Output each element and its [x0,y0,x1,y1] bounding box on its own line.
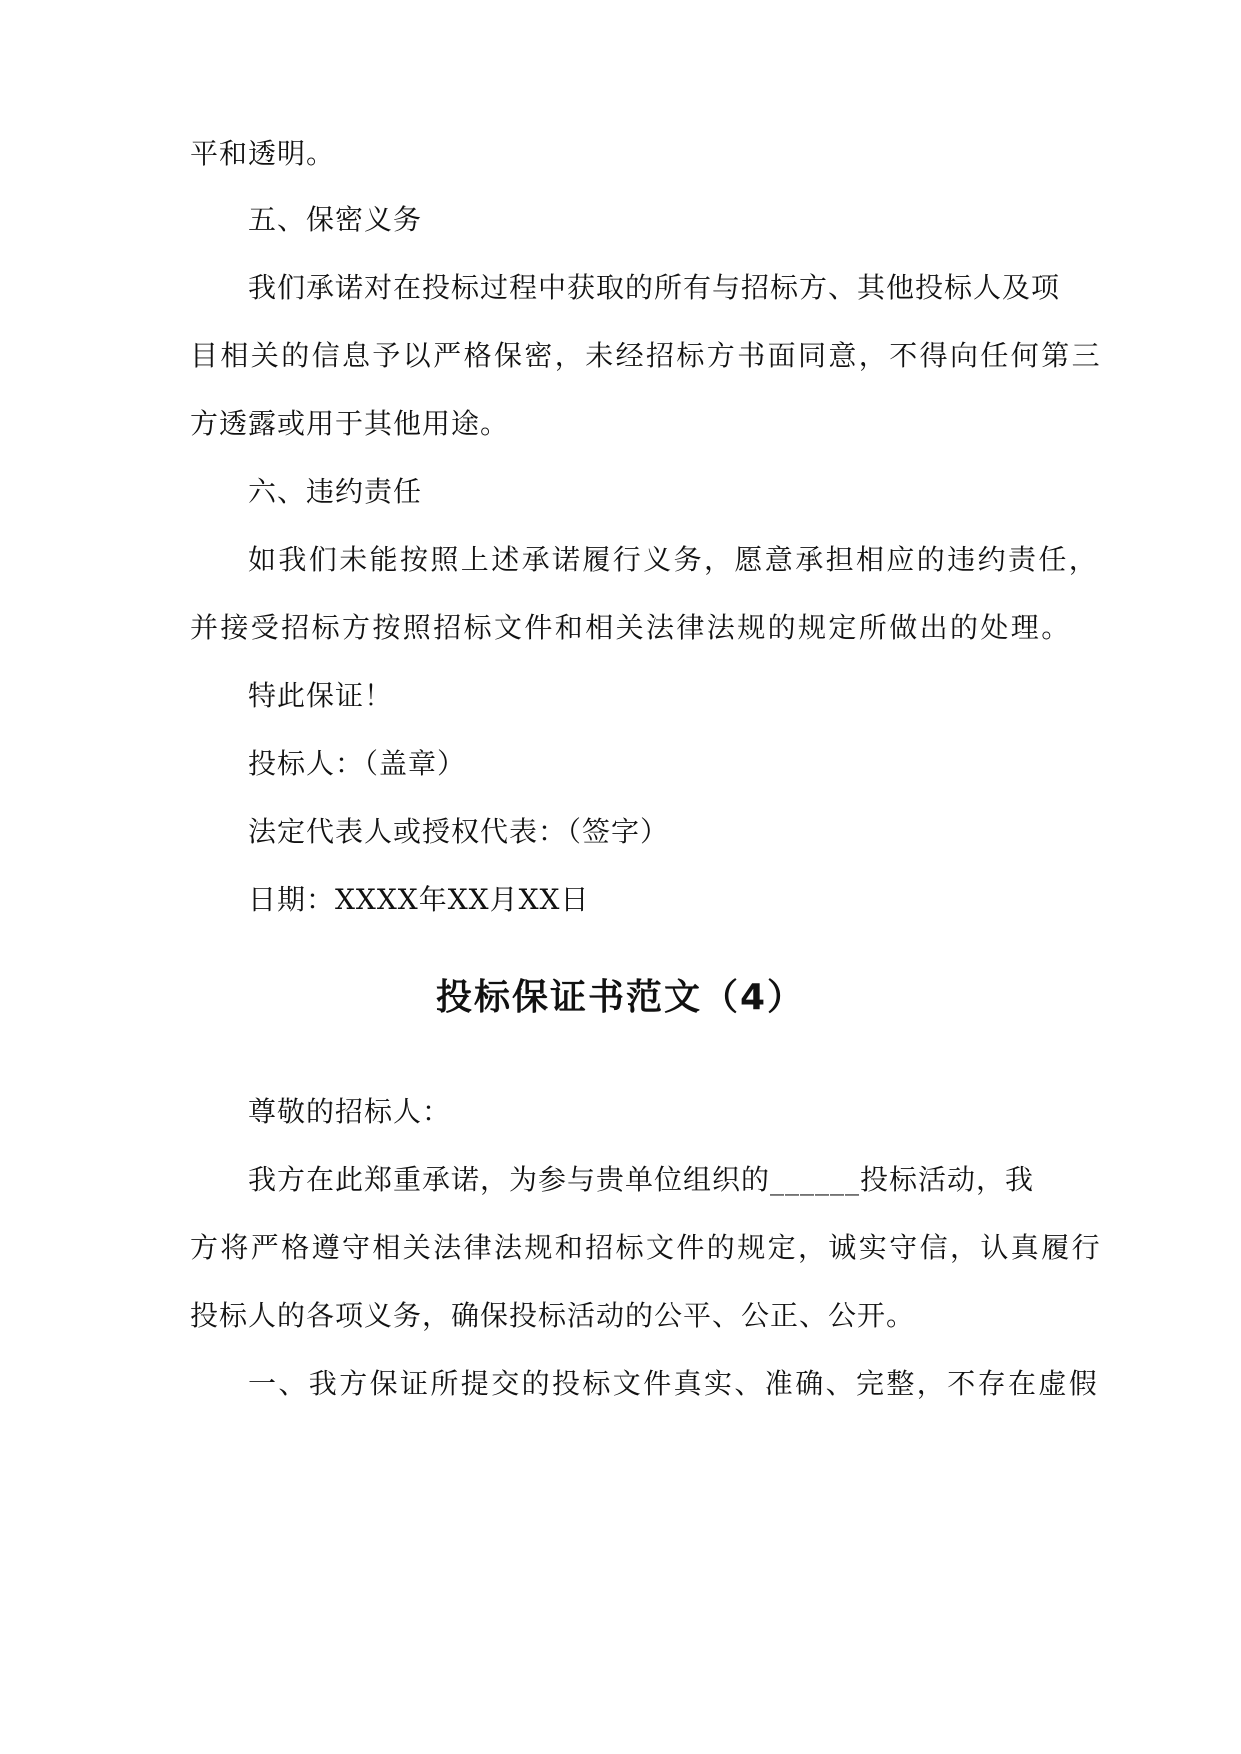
paragraph-confidentiality-line-1: 我们承诺对在投标过程中获取的所有与招标方、其他投标人及项 [248,271,1061,304]
paragraph-liability-line-1: 如我们未能按照上述承诺履行义务，愿意承担相应的违约责任， [248,543,1100,576]
intro-paragraph-line-1: 我方在此郑重承诺，为参与贵单位组织的______投标活动，我 [248,1163,1035,1196]
paragraph-confidentiality-line-3: 方透露或用于其他用途。 [190,407,510,440]
heading-confidentiality: 五、保密义务 [248,203,423,236]
bidder-seal-line: 投标人：（盖章） [248,747,467,780]
paragraph-continuation: 平和透明。 [190,137,336,170]
heading-liability: 六、违约责任 [248,475,423,508]
closing-statement: 特此保证！ [248,679,394,712]
intro-paragraph-line-2: 方将严格遵守相关法律法规和招标文件的规定，诚实守信，认真履行 [190,1231,1103,1264]
paragraph-liability-line-2: 并接受招标方按照招标文件和相关法律法规的规定所做出的处理。 [190,611,1072,644]
section-title: 投标保证书范文（4） [435,977,806,1018]
salutation: 尊敬的招标人： [248,1095,452,1128]
date-line: 日期：XXXX年XX月XX日 [248,883,590,916]
item-1-line-1: 一、我方保证所提交的投标文件真实、准确、完整，不存在虚假 [248,1367,1100,1400]
representative-signature-line: 法定代表人或授权代表：（签字） [248,815,670,848]
paragraph-confidentiality-line-2: 目相关的信息予以严格保密，未经招标方书面同意，不得向任何第三 [190,339,1103,372]
intro-paragraph-line-3: 投标人的各项义务，确保投标活动的公平、公正、公开。 [190,1299,916,1332]
